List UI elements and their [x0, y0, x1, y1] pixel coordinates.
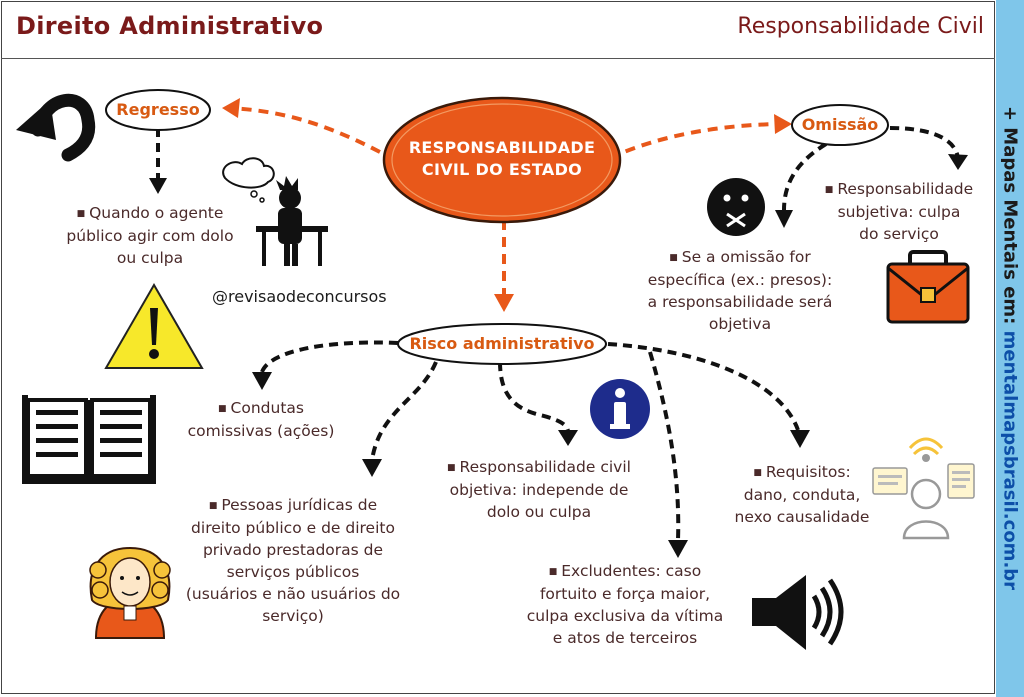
arrowhead-omissao: [774, 114, 792, 134]
arrowhead-risco-pessoas: [362, 459, 382, 477]
speaker-icon: [752, 575, 841, 650]
info-icon: [590, 379, 650, 439]
arrowhead-risco-condutas: [252, 372, 272, 390]
judge-icon: [90, 548, 170, 638]
connector-risco-objetiva: [500, 362, 568, 432]
connector-risco-excludentes: [650, 352, 678, 540]
arrowhead-risco: [494, 294, 514, 312]
arrowhead-risco-excludentes: [668, 540, 688, 558]
author-handle: @revisaodeconcursos: [212, 287, 387, 306]
central-node-label: RESPONSABILIDADE CIVIL DO ESTADO: [408, 138, 596, 179]
connector-central-regresso: [226, 108, 395, 160]
arrowhead-regresso: [222, 98, 240, 118]
connector-central-omissao: [610, 124, 780, 158]
briefcase-icon: [888, 252, 968, 322]
arrowhead-regresso-note: [149, 178, 167, 194]
note-requisitos: ■ Requisitos: dano, conduta, nexo causalidade: [734, 463, 870, 526]
undo-arrow-icon: [16, 100, 89, 155]
omissao-label: Omissão: [801, 115, 879, 134]
regresso-label: Regresso: [116, 100, 200, 119]
note-regresso: ■ Quando o agente público agir com dolo ou culpa: [66, 204, 234, 267]
page-title: Direito Administrativo: [16, 12, 324, 40]
note-omissao-especifica: ■ Se a omissão for específica (ex.: presos): a responsabilidade será objetiva: [647, 248, 833, 333]
promo-site-link[interactable]: mentalmapsbrasil.com.br: [999, 330, 1021, 591]
warning-icon: [106, 285, 202, 368]
note-condutas: ■ Condutas comissivas (ações): [187, 399, 335, 440]
arrowhead-omissao-subjetiva: [948, 154, 968, 170]
arrowhead-omissao-especifica: [775, 210, 793, 228]
promo-prefix: + Mapas Mentais em:: [999, 105, 1021, 325]
arrowhead-risco-objetiva: [558, 430, 578, 446]
risco-label: Risco administrativo: [409, 334, 595, 353]
customer-support-icon: [873, 439, 974, 538]
note-pessoas: ■ Pessoas jurídicas de direito público e de direito privado prestadoras de serviços públicos (usuários e não usuários do serviço): [185, 496, 401, 625]
connector-risco-condutas: [262, 342, 398, 372]
page-subtitle: Responsabilidade Civil: [737, 14, 984, 39]
open-book-icon: [22, 395, 156, 484]
note-omissao-subjetiva: ■ Responsabilidade subjetiva: culpa do serviço: [824, 180, 974, 243]
connector-omissao-subjetiva: [890, 128, 958, 158]
promo-sidebar-text: [1000, 106, 1021, 590]
note-objetiva: ■ Responsabilidade civil objetiva: independe de dolo ou culpa: [447, 458, 631, 521]
connector-risco-pessoas: [372, 362, 436, 460]
arrowhead-risco-requisitos: [790, 430, 810, 448]
sad-face-icon: [707, 178, 765, 236]
note-excludentes: ■ Excludentes: caso fortuito e força maior, culpa exclusiva da vítima e atos de terceiros: [526, 562, 724, 647]
